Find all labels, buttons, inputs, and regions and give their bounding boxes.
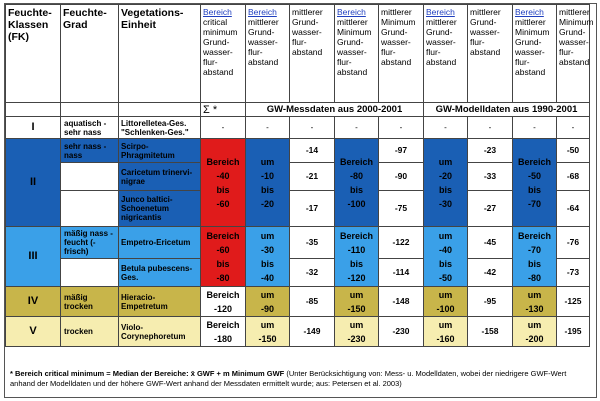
mess-b-V: um -150 (246, 317, 290, 347)
header-mess-min: mittlerer Minimum Grund-wasser-flur-abstand (379, 5, 424, 103)
fk-IV: IV (6, 287, 61, 317)
grad-V: trocken (61, 317, 119, 347)
header-fk: Feuchte-Klassen (FK) (6, 5, 61, 103)
header-mess-mittel: mittlerer Grund-wasser-flur-abstand (290, 5, 335, 103)
grad-II: sehr nass - nass (61, 139, 119, 163)
header-mod-mittel: mittlerer Grund-wasser-flur-abstand (468, 5, 513, 103)
veg-III-2: Betula pubescens-Ges. (119, 259, 201, 287)
mess-minb-II: Bereich -80 bis -100 (335, 139, 379, 227)
mess-b-II: um -10 bis -20 (246, 139, 290, 227)
crit-III: Bereich -60 bis -80 (201, 227, 246, 287)
header-mess-min-bereich: Bereich mittlerer Minimum Grund-wasser-flur-abstand (335, 5, 379, 103)
fk-III: III (6, 227, 61, 287)
header-mod-min-bereich: Bereich mittlerer Minimum Grund-wasser-flur-abstand (513, 5, 557, 103)
crit-II: Bereich -40 bis -60 (201, 139, 246, 227)
crit-V: Bereich -180 (201, 317, 246, 347)
sigma-symbol: Σ * (201, 103, 246, 117)
mess-b-III: um -30 bis -40 (246, 227, 290, 287)
grad-I: aquatisch - sehr nass (61, 117, 119, 139)
group-messdaten: GW-Messdaten aus 2000-2001 (246, 103, 424, 117)
crit-IV: Bereich -120 (201, 287, 246, 317)
mod-minb-III: Bereich -70 bis -80 (513, 227, 557, 287)
mod-b-IV: um -100 (424, 287, 468, 317)
group-modelldaten: GW-Modelldaten aus 1990-2001 (424, 103, 590, 117)
veg-V: Violo-Corynephoretum (119, 317, 201, 347)
veg-II-1: Scirpo-Phragmitetum (119, 139, 201, 163)
mess-minb-V: um -230 (335, 317, 379, 347)
mod-minb-II: Bereich -50 bis -70 (513, 139, 557, 227)
mess-minb-IV: um -150 (335, 287, 379, 317)
grad-IV: mäßig trocken (61, 287, 119, 317)
veg-II-3: Junco baltici-Schoenetum nigricantis (119, 191, 201, 227)
header-vegetation: Vegetations-Einheit (119, 5, 201, 103)
fk-I: I (6, 117, 61, 139)
mod-minb-IV: um -130 (513, 287, 557, 317)
fk-II: II (6, 139, 61, 227)
mess-b-IV: um -90 (246, 287, 290, 317)
mod-b-V: um -160 (424, 317, 468, 347)
grad-III: mäßig nass - feucht (- frisch) (61, 227, 119, 259)
mess-minb-III: Bereich -110 bis -120 (335, 227, 379, 287)
header-mess-bereich: Bereich mittlerer Grund-wasser-flur-abstand (246, 5, 290, 103)
header-mod-min: mittlerer Minimum Grund-wasser-flur-abstand (557, 5, 590, 103)
header-mod-bereich: Bereich mittlerer Grund-wasser-flur-abstand (424, 5, 468, 103)
header-critical: Bereich critical minimum Grund-wasser-flur-abstand (201, 5, 246, 103)
moisture-class-table: Feuchte-Klassen (FK) Feuchte-Grad Vegetations-Einheit Bereich critical minimum Grund-wasser-flur-abstand Bereich mittlerer Grund-wasser-flur-abstand mittlerer Grund-wasser-flur-abstand Bereich mittlerer Minimum Grund-wasser-flur-abstand mittlerer Minimum Grund-wasser-flur-abstand Bereich mittlerer Grund-wasser-flur-abstand mittlerer Grund-wasser-flur-abstand Bereich mittlerer Minimum Grund-wasser-flur-abstand mittlerer Minimum Grund-wasser-flur-abstand Σ * GW-Messdaten aus 2000-2001 GW-Modelldaten aus 1990-2001 I aquatisch - sehr nass Littorelletea-Ges. "Schlenken-Ges." - - - - - - - - - II sehr nass - nass Scirpo-Phragmitetum Bereich -40 bis -60 um -10 bis -20 -14 Bereich -80 bis -100 -97 um -20 bis -30 -23 Bereich -50 bis -70 -50 Caricetum trinervi-nigrae -21 -90 -33 -68 Junco baltici-Schoenetum nigricantis -17 -75 -27 -64 III mäßig nass - feucht (- frisch) Empetro-Ericetum Bereich -60 bis -80 um -30 bis -40 -35 Bereich -110 bis -120 -122 um -40 bis -50 -45 Bereich -70 bis -80 -76 Betula pubescens-Ges. -32 -114 -42 -73 IV mäßig trocken Hieracio-Empetretum Bereich -120 um -90 -85 um -150 -148 um -100 -95 um -130 -125 V trocken Violo-Corynephoretum Bereich -180 um -150 -149 um -230 -230 um -160 -158 um -200 -195 (5, 4, 590, 347)
veg-IV: Hieracio-Empetretum (119, 287, 201, 317)
mod-minb-V: um -200 (513, 317, 557, 347)
mod-b-II: um -20 bis -30 (424, 139, 468, 227)
veg-I: Littorelletea-Ges. "Schlenken-Ges." (119, 117, 201, 139)
footnote-bold: * Bereich critical minimum = Median der Bereiche: x̄ GWF + m Minimum GWF (10, 369, 285, 378)
mod-b-III: um -40 bis -50 (424, 227, 468, 287)
footnote (10, 369, 585, 389)
veg-II-2: Caricetum trinervi-nigrae (119, 163, 201, 191)
veg-III-1: Empetro-Ericetum (119, 227, 201, 259)
header-grad: Feuchte-Grad (61, 5, 119, 103)
footnote-text: (Unter Berücksichtigung von: Mess- u. Modelldaten, wobei der niedrigere GWF-Wert anhand der Modelldaten und der höhere GWF-Wert anhand der Messdaten ermittelt wurde; aus: Petersen et al. 2003) (10, 369, 567, 388)
fk-V: V (6, 317, 61, 347)
